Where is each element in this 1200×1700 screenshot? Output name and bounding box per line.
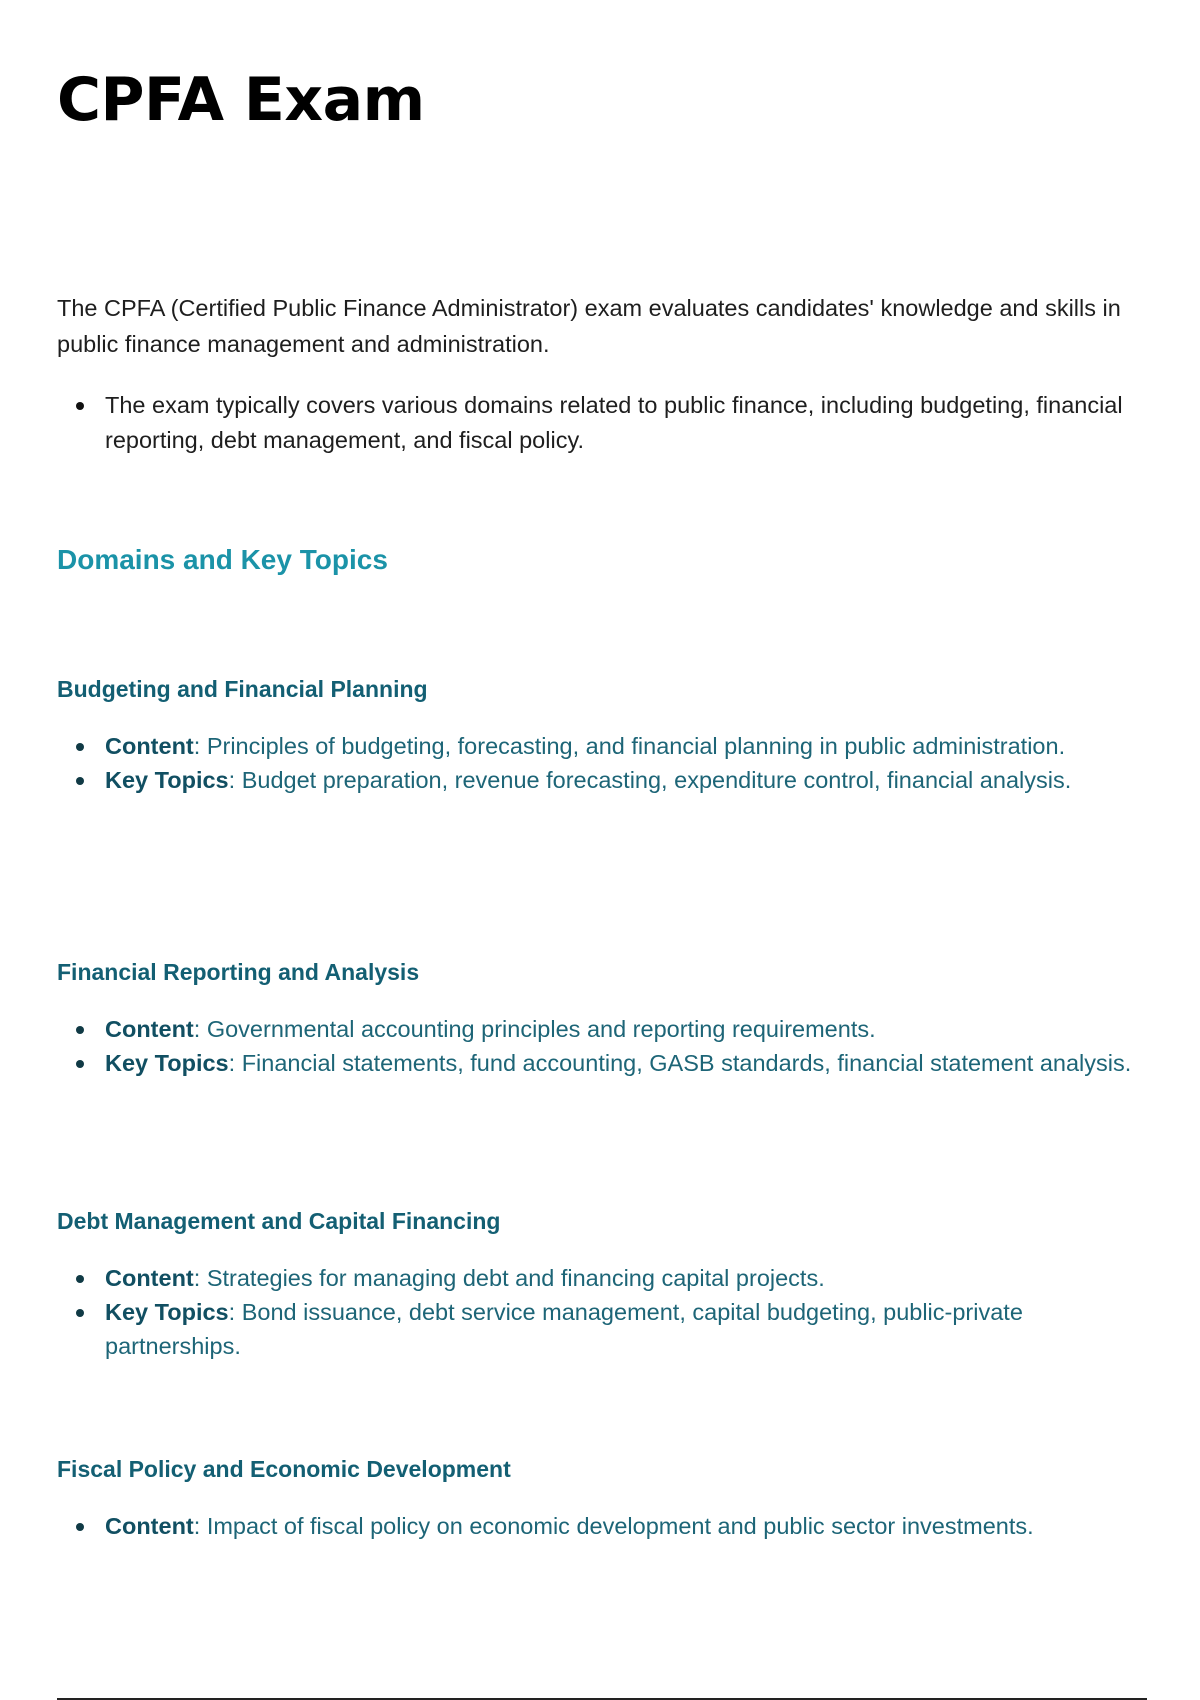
bullet-label: Content [105, 1016, 194, 1042]
domain-financial-reporting [57, 955, 1147, 1080]
domain-bullet-list [57, 729, 1147, 797]
bullet-text: : Principles of budgeting, forecasting, and financial planning in public administration. [193, 733, 1066, 759]
domain-bullet-list [57, 1509, 1147, 1543]
intro-bullet-item: The exam typically covers various domains related to public finance, including budgeting, financial reporting, debt management, and fiscal policy. [57, 388, 1147, 458]
bullet-text: : Bond issuance, debt service management, capital budgeting, public-private partnerships. [105, 1299, 1023, 1359]
page-title: CPFA Exam [57, 65, 425, 135]
domain-title: Fiscal Policy and Economic Development [57, 1456, 511, 1482]
domain-bullet-content [57, 1012, 1147, 1046]
domain-fiscal-policy [57, 1452, 1147, 1543]
domain-bullet-key-topics [57, 1295, 1147, 1363]
bullet-text: : Governmental accounting principles and reporting requirements. [193, 1016, 876, 1042]
bullet-label: Content [105, 733, 194, 759]
section-heading-domains: Domains and Key Topics [57, 544, 388, 575]
domain-bullet-content [57, 729, 1147, 763]
domain-bullet-content [57, 1509, 1147, 1543]
bullet-text: : Strategies for managing debt and financing capital projects. [193, 1265, 825, 1291]
bullet-text: : Financial statements, fund accounting, GASB standards, financial statement analysis. [228, 1050, 1132, 1076]
intro-paragraph: The CPFA (Certified Public Finance Administrator) exam evaluates candidates' knowledge and skills in public finance management and administration. [57, 295, 1121, 357]
domain-budgeting [57, 672, 1147, 797]
domain-bullet-list [57, 1261, 1147, 1363]
bullet-label: Content [105, 1265, 194, 1291]
intro-bullet-list [57, 388, 1147, 458]
domain-title: Budgeting and Financial Planning [57, 676, 428, 702]
domain-bullet-key-topics [57, 763, 1147, 797]
domain-bullet-key-topics [57, 1046, 1147, 1080]
bullet-label: Key Topics [105, 1050, 229, 1076]
domain-debt-management [57, 1204, 1147, 1363]
bullet-label: Key Topics [105, 767, 229, 793]
domain-bullet-content [57, 1261, 1147, 1295]
bullet-label: Content [105, 1513, 194, 1539]
document-page [57, 0, 1147, 1700]
domain-bullet-list [57, 1012, 1147, 1080]
bullet-text: : Impact of fiscal policy on economic development and public sector investments. [193, 1513, 1034, 1539]
bullet-text: : Budget preparation, revenue forecasting, expenditure control, financial analysis. [228, 767, 1072, 793]
domain-title: Debt Management and Capital Financing [57, 1208, 501, 1234]
bullet-label: Key Topics [105, 1299, 229, 1325]
domain-title: Financial Reporting and Analysis [57, 959, 420, 985]
